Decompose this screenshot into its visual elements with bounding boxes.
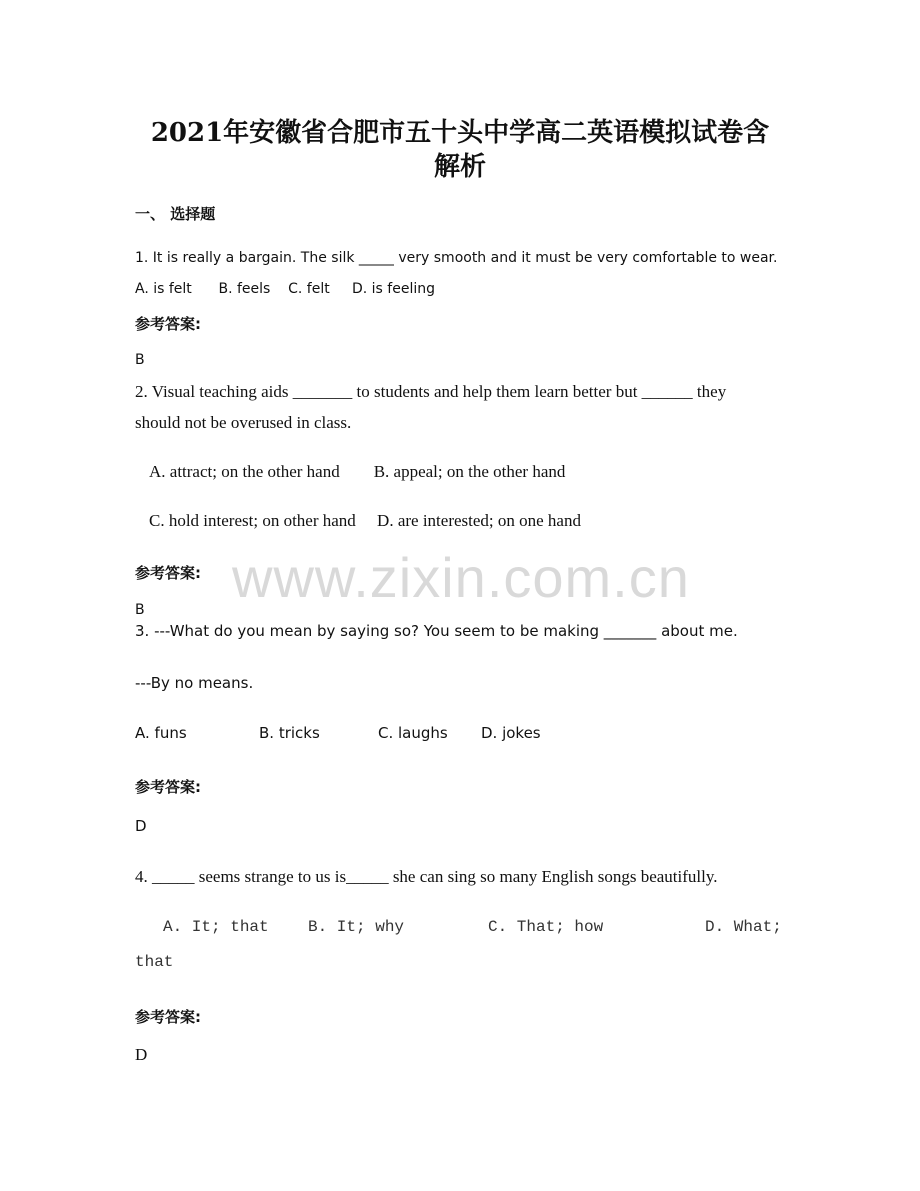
question-4-stem: 4. _____ seems strange to us is_____ she can sing so many English songs beautifully. (135, 867, 718, 886)
question-3-option-b: B. tricks (259, 724, 320, 742)
question-3-answer-label: 参考答案: (135, 778, 201, 796)
question-4-option-a: A. It; that (163, 918, 269, 936)
question-3-reply: ---By no means. (135, 674, 254, 692)
question-4-option-d-continued: that (135, 953, 174, 971)
question-1-answer: B (135, 352, 145, 368)
question-2-answer-label: 参考答案: (135, 564, 201, 582)
section-heading: 一、 选择题 (135, 205, 216, 223)
question-2-stem-line1: 2. Visual teaching aids _______ to students and help them learn better but ______ they (135, 382, 727, 401)
question-3-stem: 3. ---What do you mean by saying so? You seem to be making _______ about me. (135, 622, 738, 640)
question-4-option-d: D. What; (705, 918, 782, 936)
question-3-option-a: A. funs (135, 724, 187, 742)
question-4-answer: D (135, 1045, 148, 1064)
document-title-line1: 2021年安徽省合肥市五十头中学高二英语模拟试卷含 (150, 118, 770, 148)
question-2-options-line1: A. attract; on the other hand B. appeal; on the other hand (149, 462, 566, 481)
question-1-answer-label: 参考答案: (135, 315, 201, 333)
question-2-answer: B (135, 602, 145, 618)
watermark: www.zixin.com.cn (232, 546, 690, 609)
question-1-options: A. is felt B. feels C. felt D. is feeling (135, 281, 435, 297)
question-3-answer: D (135, 817, 147, 835)
question-3-option-c: C. laughs (378, 724, 448, 742)
document-title-line2: 解析 (433, 152, 486, 182)
question-1-stem: 1. It is really a bargain. The silk _____ very smooth and it must be very comfortable to wear. (135, 250, 778, 266)
question-2-stem-line2: should not be overused in class. (135, 413, 352, 432)
question-4-option-c: C. That; how (488, 918, 604, 936)
question-2-options-line2: C. hold interest; on other hand D. are interested; on one hand (149, 511, 581, 530)
question-3-option-d: D. jokes (481, 724, 541, 742)
question-4-option-b: B. It; why (308, 918, 405, 936)
question-4-answer-label: 参考答案: (135, 1008, 201, 1026)
